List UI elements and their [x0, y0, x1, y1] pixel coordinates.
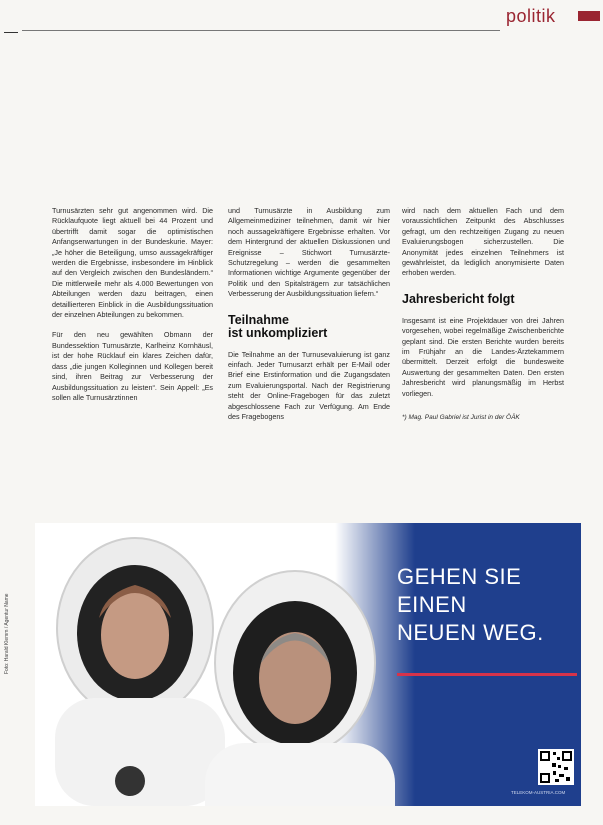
headline-line: NEUEN WEG.	[397, 620, 544, 645]
subheading-jahresbericht: Jahresbericht folgt	[402, 291, 515, 306]
article-column-1	[52, 206, 213, 411]
headline-line: EINEN	[397, 592, 467, 617]
headline-line: GEHEN SIE	[397, 564, 522, 589]
ad-accent-line	[397, 673, 577, 676]
header-left-mark	[4, 32, 18, 33]
header-rule	[22, 30, 500, 31]
advertisement[interactable]	[35, 523, 581, 806]
ad-headline	[397, 563, 544, 647]
section-label: politik	[506, 6, 556, 26]
subheading-teilnahme	[228, 314, 390, 340]
paragraph: wird nach dem aktuellen Fach und dem voraussichtlichen Zeitpunkt des Abschlusses gefragt, um den rechtzeitigen Zugang zu neuen Evaluierungsbogen sicherzustellen. Die Anonymität jedes einzelnen Teilnehmers ist gewährleistet, da lediglich anonymisierte Daten erhoben werden.	[402, 206, 564, 278]
qr-code[interactable]	[538, 749, 574, 785]
subheading-line: Teilnahme	[228, 312, 289, 327]
astronaut-man-illustration	[185, 563, 405, 806]
photo-credit: Foto: Harald Klemm / Agentur Name	[4, 593, 10, 674]
author-footnote: *) Mag. Paul Gabriel ist Jurist in der ÖÄK	[402, 414, 520, 422]
article-column-2	[228, 206, 390, 431]
article-column-3	[402, 206, 564, 424]
qr-caption: TELEKOM-AUSTRIA.COM	[511, 790, 566, 795]
paragraph: Turnusärzten sehr gut angenommen wird. Die Rücklaufquote liegt aktuell bei 44 Prozent und übertrifft damit sogar die optimistischen Anfangserwartungen in der Bundeskurie. Mayer: „Je höher die Beteiligung, umso aussagekräftiger werden die Ergebnisse, insbesondere im Hinblick auf den Vergleich zwischen den Bundesländern.“ Die mittlerweile mehr als 4.000 Bewertungen von Abteilungen werden dazu beitragen, einen detaillierteren Einblick in die Ausbildungssituation der einzelnen Abteilungen zu bekommen.	[52, 206, 213, 320]
page-header	[0, 0, 603, 28]
paragraph: Die Teilnahme an der Turnusevaluierung ist ganz einfach. Jeder Turnusarzt erhält per E-Mail oder Brief eine Erstinformation und die Zugangsdaten zum Evaluierungsportal. Nach der Registrierung steht der Online-Fragebogen für das zuletzt abgeschlossene Fach zur Verfügung. Am Ende des Fragebogens	[228, 349, 390, 422]
qr-code-icon	[538, 749, 574, 785]
section-color-block	[578, 11, 600, 21]
paragraph: und Turnusärzte in Ausbildung zum Allgemeinmediziner teilnehmen, damit wir hier noch aussagekräftigere Ergebnisse erhalten. Vor dem Hintergrund der aktuellen Diskussionen und Ereignisse – Stichwort Turnusärzte-Schutzregelung – werden die gesammelten Informationen wichtige Argumente gegenüber der Politik und den Spitalsträgern zur tatsächlichen Verbesserung der Ausbildungssituation liefern.“	[228, 206, 390, 299]
subheading-line: ist unkompliziert	[228, 325, 328, 340]
paragraph: Insgesamt ist eine Projektdauer von drei Jahren vorgesehen, wobei regelmäßige Zwischenberichte geplant sind. Die ersten Berichte wurden bereits im Frühjahr an die Landes-Ärztekammern übermittelt. Derzeit erfolgt die bundesweite Auswertung der gesammelten Daten. Den ersten Jahresbericht wird planungsmäßig im Herbst vorliegen.	[402, 315, 564, 398]
paragraph: Für den neu gewählten Obmann der Bundessektion Turnusärzte, Karlheinz Kornhäusl, ist der hohe Rücklauf ein klares Zeichen dafür, dass „die jungen Kolleginnen und Kollegen bereit sind, ihren Beitrag zur Verbesserung der Ausbildungssituation zu leisten“. Sein Appell: „Es sollen alle Turnusärztinnen	[52, 330, 213, 402]
